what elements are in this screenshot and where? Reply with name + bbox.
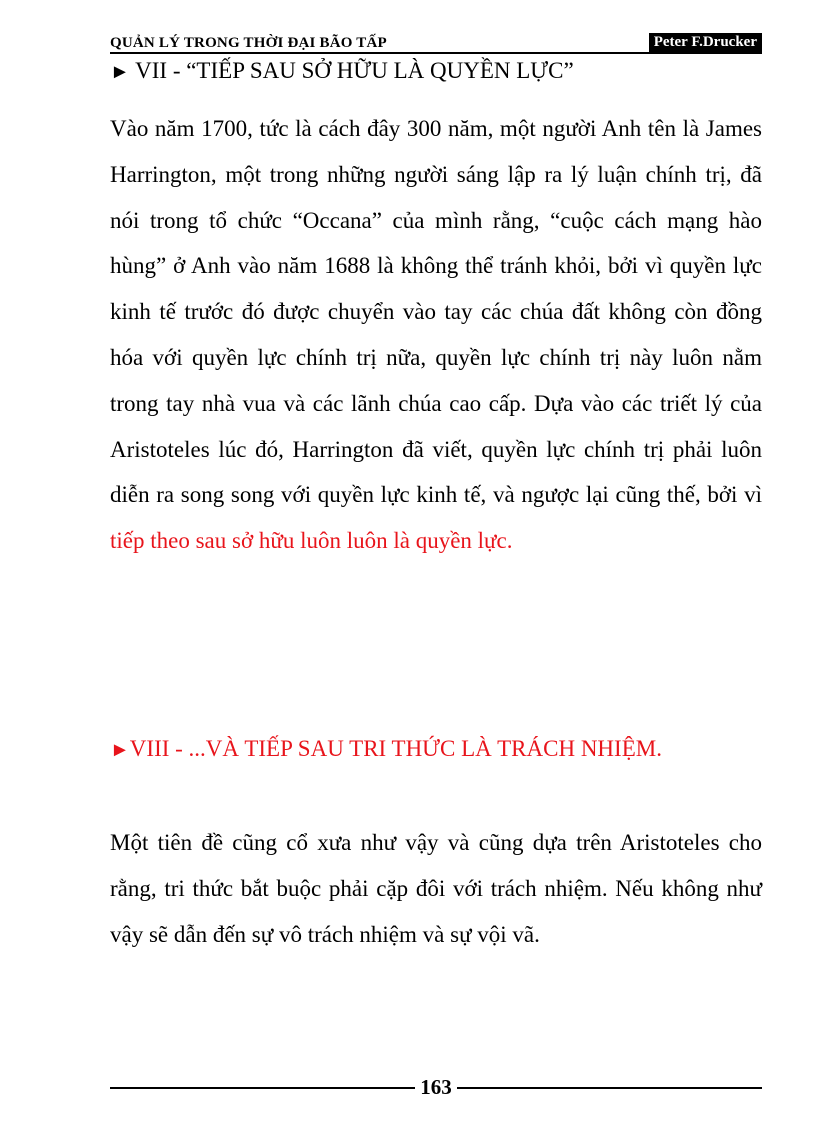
triangle-bullet-icon: ► [110, 739, 130, 761]
section-heading-text: VII - “TIẾP SAU SỞ HỮU LÀ QUYỀN LỰC” [135, 58, 574, 83]
highlighted-text: tiếp theo sau sở hữu luôn luôn là quyền lực. [110, 528, 513, 554]
page-header [110, 33, 762, 53]
body-text: Một tiên đề cũng cổ xưa như vậy và cũng dựa trên Aristoteles cho rằng, tri thức bắt buộc phải cặp đôi với trách nhiệm. Nếu không như vậy sẽ dẫn đến sự vô trách nhiệm và sự vội vã. [110, 830, 762, 947]
page-footer [110, 1073, 762, 1103]
section-body-vii [110, 106, 762, 564]
header-divider [110, 52, 762, 54]
book-title: QUẢN LÝ TRONG THỜI ĐẠI BÃO TẤP [110, 35, 387, 51]
footer-rule-right [457, 1087, 762, 1089]
section-body-viii [110, 820, 762, 957]
body-text: Vào năm 1700, tức là cách đây 300 năm, một người Anh tên là James Harrington, một trong những người sáng lập ra lý luận chính trị, đã nói trong tổ chức “Occana” của mình rằng, “cuộc cách mạng hào hùng” ở Anh vào năm 1688 là không thể tránh khỏi, bởi vì quyền lực kinh tế trước đó được chuyển vào tay các chúa đất không còn đồng hóa với quyền lực chính trị nữa, quyền lực chính trị này luôn nằm trong tay nhà vua và các lãnh chúa cao cấp. Dựa vào các triết lý của Aristoteles lúc đó, Harrington đã viết, quyền lực chính trị phải luôn diễn ra song song với quyền lực kinh tế, và ngược lại cũng thế, bởi vì [110, 116, 762, 508]
section-heading-viii [110, 727, 762, 772]
section-heading-text: VIII - ...VÀ TIẾP SAU TRI THỨC LÀ TRÁCH NHIỆM. [129, 736, 662, 761]
author-name: Peter F.Drucker [649, 33, 762, 53]
page-number: 163 [420, 1075, 452, 1099]
triangle-bullet-icon: ► [110, 61, 130, 83]
section-heading-vii [110, 58, 574, 84]
